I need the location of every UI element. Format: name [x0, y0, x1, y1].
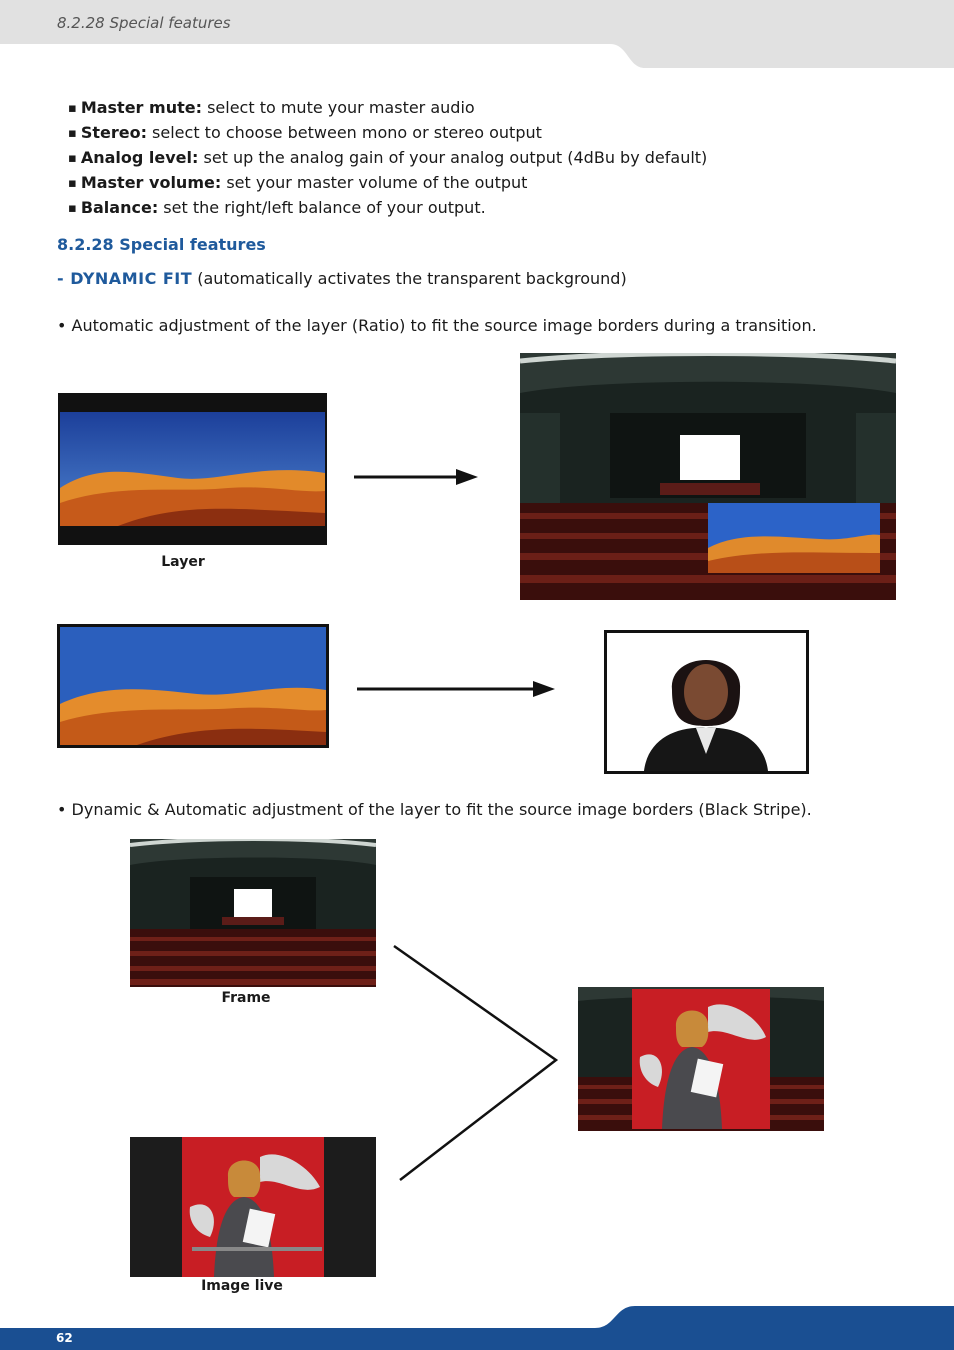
paragraph-black-stripe: • Dynamic & Automatic adjustment of the layer to fit the source image borders (Black Stripe).: [57, 800, 812, 819]
list-item: ▪ Analog level: set up the analog gain of your analog output (4dBu by default): [68, 148, 708, 167]
list-item: ▪ Stereo: select to choose between mono or stereo output: [68, 123, 542, 142]
composite-result-image: [578, 987, 824, 1131]
caption-layer: Layer: [161, 554, 205, 570]
presenter-portrait-image: [604, 630, 809, 774]
list-item: ▪ Balance: set the right/left balance of your output.: [68, 198, 486, 217]
list-item: ▪ Master volume: set your master volume of the output: [68, 173, 528, 192]
desert-layer-image: [58, 393, 327, 545]
audio-settings-list: [68, 96, 707, 221]
page-header-band: [0, 0, 954, 68]
arrow-right-icon: [352, 466, 480, 488]
list-item: ▪ Master mute: select to mute your master audio: [68, 98, 475, 117]
image-live-presenter: [130, 1137, 376, 1277]
merge-lines-diagram: [390, 940, 560, 1186]
section-title: 8.2.28 Special features: [57, 235, 266, 254]
frame-auditorium-image: [130, 839, 376, 987]
caption-image-live: Image live: [201, 1278, 283, 1294]
dynamic-fit-desc: (automatically activates the transparent background): [192, 269, 627, 288]
page-footer-band: [0, 1300, 954, 1350]
paragraph-ratio-adjust: • Automatic adjustment of the layer (Ratio) to fit the source image borders during a transition.: [57, 316, 817, 335]
arrow-right-icon: [355, 678, 557, 700]
dynamic-fit-label: - DYNAMIC FIT: [57, 269, 193, 288]
page-number: 62: [56, 1331, 73, 1345]
dynamic-fit-line: [57, 269, 627, 288]
desert-source-image: [57, 624, 329, 748]
running-header: 8.2.28 Special features: [57, 14, 231, 32]
auditorium-with-layer-image: [520, 353, 896, 600]
caption-frame: Frame: [221, 990, 271, 1006]
